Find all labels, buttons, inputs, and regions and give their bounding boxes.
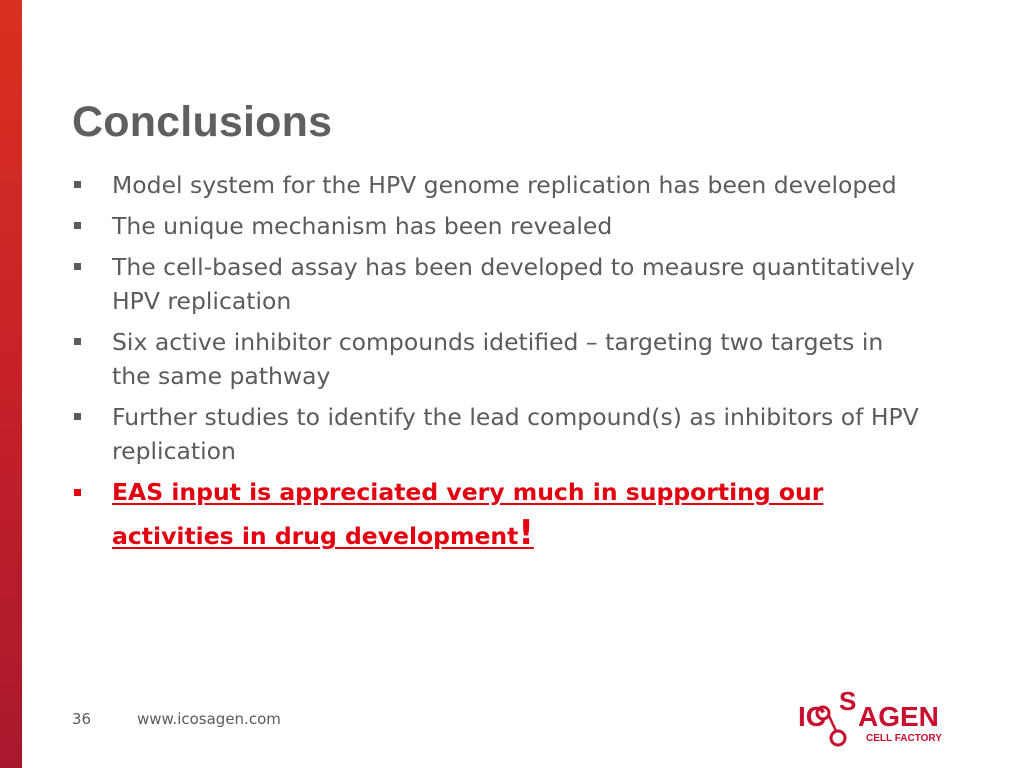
logo-text-ic: IC <box>798 701 826 732</box>
bullet-text: The unique mechanism has been revealed <box>112 212 613 240</box>
bullet-square-icon <box>74 338 81 345</box>
icosagen-logo <box>796 686 956 756</box>
list-item <box>72 250 932 318</box>
side-accent-bar <box>0 0 22 768</box>
bullet-text: Model system for the HPV genome replication has been developed <box>112 171 897 199</box>
logo-ring-bottom-icon <box>831 731 845 745</box>
list-item <box>72 168 932 202</box>
list-item <box>72 209 932 243</box>
logo-link-icon <box>829 716 836 731</box>
bullet-text: The cell-based assay has been developed to meausre quantitatively HPV replication <box>112 253 915 315</box>
exclamation-mark: ! <box>518 513 534 553</box>
bullet-square-icon <box>74 181 81 188</box>
page-title: Conclusions <box>72 98 333 146</box>
bullet-square-icon <box>74 413 81 420</box>
slide-number: 36 <box>72 710 92 728</box>
bullet-text: Further studies to identify the lead compound(s) as inhibitors of HPV replication <box>112 403 919 465</box>
list-item <box>72 400 932 468</box>
list-item <box>72 325 932 393</box>
logo-text-s: S <box>839 686 857 716</box>
bullet-square-icon <box>74 489 81 496</box>
logo-text-agen: AGEN <box>858 701 939 732</box>
highlight-list-item <box>72 472 932 557</box>
bullet-square-icon <box>74 263 81 270</box>
bullet-list <box>72 168 932 564</box>
footer-url: www.icosagen.com <box>137 710 281 728</box>
bullet-text: Six active inhibitor compounds idetified – targeting two targets in the same pathway <box>112 328 899 390</box>
logo-tagline: CELL FACTORY <box>866 733 942 744</box>
highlight-text: EAS input is appreciated very much in supporting our activities in drug development <box>112 478 824 550</box>
bullet-square-icon <box>74 222 81 229</box>
